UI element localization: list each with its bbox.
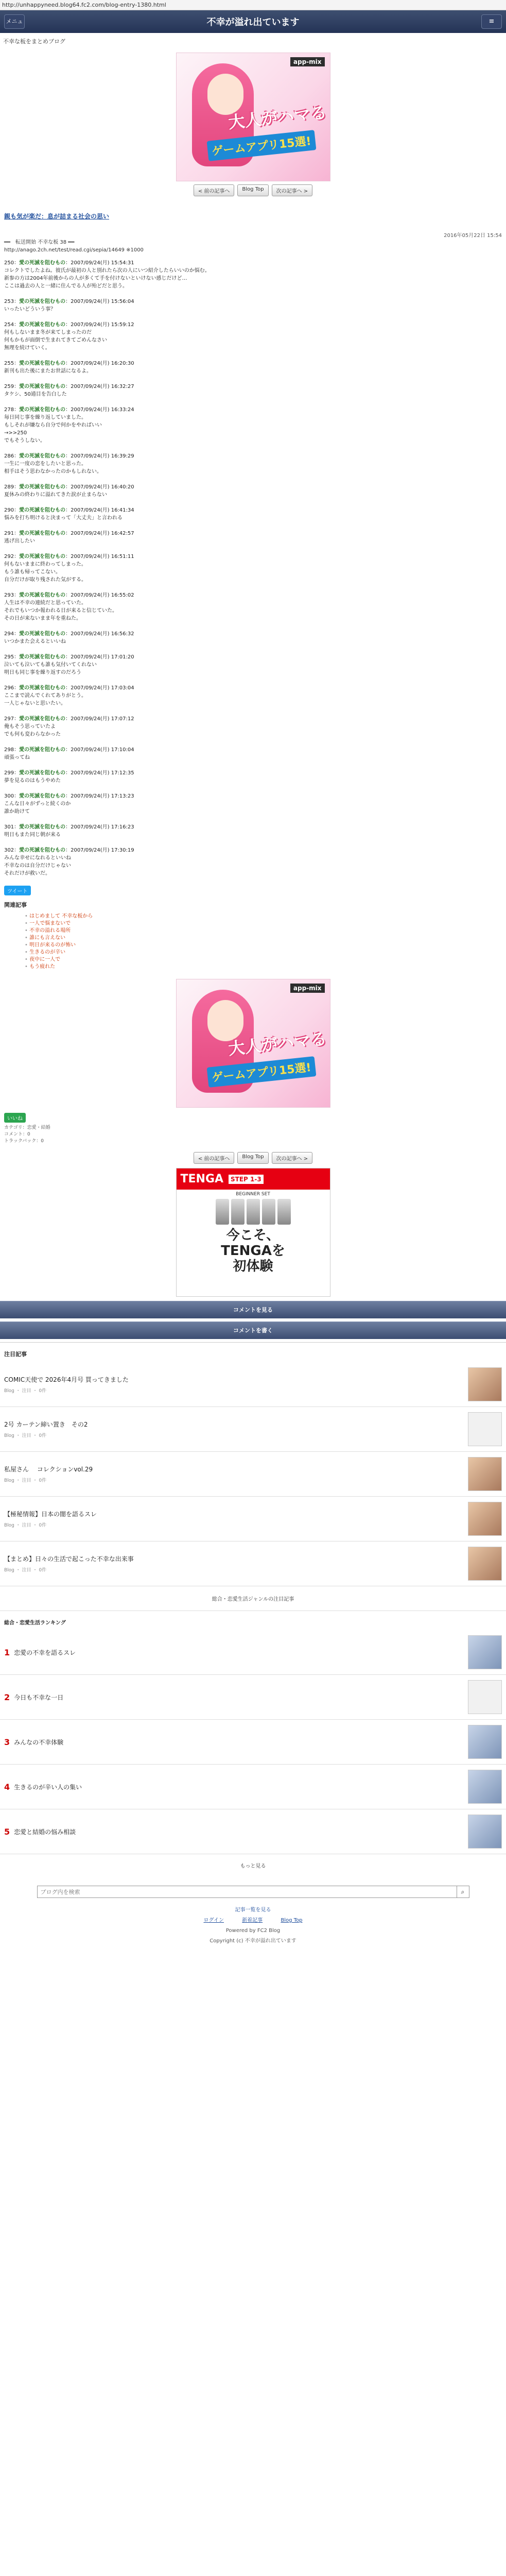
post-number: 294： — [4, 631, 20, 637]
search-icon[interactable]: ⌕ — [457, 1886, 469, 1897]
notable-source: Blog ・ 注目 ・ 0件 — [4, 1388, 47, 1394]
post-timestamp: ：2007/09/24(月) 16:33:24 — [65, 407, 134, 413]
tenga-products — [179, 1199, 328, 1225]
post-timestamp: ：2007/09/24(月) 17:01:20 — [65, 654, 134, 660]
related-item[interactable]: • 一人で悩まないで — [25, 920, 502, 927]
post-line: 夏休みの終わりに溢れてきた涙が止まらない — [4, 492, 107, 498]
notable-item[interactable] — [0, 1452, 506, 1497]
post-author: 愛の死滅を阻むもの — [19, 716, 66, 722]
post-author: 愛の死滅を阻むもの — [19, 407, 66, 413]
post-number: 250： — [4, 260, 20, 266]
notable-list — [0, 1362, 506, 1586]
article-date: 2016年05月22日 15:54 — [444, 233, 502, 239]
notable-thumbnail — [468, 1367, 502, 1401]
post-line: 毎日同じ事を繰り返していました。 — [4, 415, 86, 420]
notable-text — [4, 1375, 468, 1394]
next-article-button[interactable]: 次の記事へ > — [272, 184, 313, 196]
url-bar[interactable]: http://unhappyneed.blog64.fc2.com/blog-entry-1380.html — [0, 0, 506, 10]
ad-headline: 大人がハマる — [227, 103, 328, 132]
tenga-msg-line: 初体験 — [233, 1259, 273, 1274]
article-nav-bottom — [0, 1152, 506, 1164]
post-line: 新参の方は2004年前後からの人が多くて手を付けないといけない感じだけど… — [4, 276, 187, 281]
ranking-heading: 総合・恋愛生活ランキング — [4, 1620, 66, 1626]
related-item[interactable]: • 誰にも言えない — [25, 935, 502, 942]
article-meta — [0, 239, 506, 254]
notable-text — [4, 1420, 468, 1438]
post-author: 愛の死滅を阻むもの — [19, 531, 66, 536]
post-line: 悩みを打ち明けると決まって「大丈夫」と言われる — [4, 515, 123, 521]
post-number: 254： — [4, 322, 20, 328]
category-line: トラックバック：0 — [4, 1139, 44, 1144]
new-articles-link[interactable]: 新着記事 — [242, 1918, 263, 1923]
post-author: 愛の死滅を阻むもの — [19, 848, 66, 853]
post-line: 無理を続けていく。 — [4, 345, 50, 351]
post — [0, 452, 506, 476]
post — [0, 715, 506, 738]
post — [0, 259, 506, 290]
rank-number: 5 — [4, 1826, 10, 1837]
rank-title: 恋愛の不幸を語るスレ — [14, 1649, 76, 1656]
notable-text — [4, 1510, 468, 1528]
post-number: 297： — [4, 716, 20, 722]
post-timestamp: ：2007/09/24(月) 16:20:30 — [65, 361, 134, 366]
post-line: 不幸なのは自分だけじゃない — [4, 863, 71, 869]
post-header — [4, 506, 502, 514]
post-line: ここは過去の人と一緒に住んでる人が殆どだと思う。 — [4, 283, 128, 289]
menu-button[interactable]: メニュー — [4, 14, 25, 29]
meta-link[interactable]: http://anago.2ch.net/test/read.cgi/sepia/14649 ※1000 — [4, 247, 144, 253]
post-line: 泣いても泣いても誰も気付いてくれない — [4, 662, 97, 668]
meta-line: ━━ 転送開始 不幸な板 38 ━━ — [4, 240, 75, 245]
post-timestamp: ：2007/09/24(月) 16:40:20 — [65, 484, 134, 490]
post-line: 人生は不幸の連続だと思っていた。 — [4, 600, 86, 606]
notable-title: COMIC天使で 2026年4月号 買ってきました — [4, 1376, 129, 1383]
notable-item[interactable] — [0, 1541, 506, 1586]
post — [0, 383, 506, 398]
related-articles — [0, 895, 506, 976]
search-input[interactable] — [38, 1886, 457, 1897]
notable-text — [4, 1465, 468, 1483]
post — [0, 321, 506, 352]
category-line: コメント：0 — [4, 1132, 30, 1137]
post — [0, 823, 506, 839]
post-author: 愛の死滅を阻むもの — [19, 322, 66, 328]
post-line: 明日もまた同じ朝が来る — [4, 832, 61, 838]
post-number: 291： — [4, 531, 20, 536]
hamburger-icon[interactable]: ≡ — [481, 14, 502, 29]
post — [0, 769, 506, 785]
post-timestamp: ：2007/09/24(月) 17:12:35 — [65, 770, 134, 776]
notable-source: Blog ・ 注目 ・ 0件 — [4, 1568, 47, 1573]
tenga-message — [177, 1228, 330, 1274]
ad-headline: 大人がハマる — [227, 1029, 328, 1059]
rank-title: 生きるのが辛い人の集い — [14, 1783, 82, 1791]
post-number: 289： — [4, 484, 20, 490]
post-author: 愛の死滅を阻むもの — [19, 685, 66, 691]
post-author: 愛の死滅を阻むもの — [19, 484, 66, 490]
post — [0, 506, 506, 522]
related-item[interactable]: • 明日が来るのが怖い — [25, 942, 502, 949]
post-line: 何もかもが面倒で生まれてきてごめんなさい — [4, 337, 107, 343]
related-item[interactable]: • 夜中に一人で — [25, 956, 502, 963]
post-number: 295： — [4, 654, 20, 660]
related-list — [4, 913, 502, 971]
post — [0, 298, 506, 313]
post-number: 293： — [4, 592, 20, 598]
post-line: 一人じゃないと思いたい。 — [4, 701, 66, 706]
post-line: ここまで読んでくれてありがとう。 — [4, 693, 86, 699]
post — [0, 483, 506, 499]
post-line: 明日も同じ事を繰り返すのだろう — [4, 670, 81, 675]
post-header — [4, 360, 502, 367]
post-line: 逃げ出したい — [4, 538, 35, 544]
post-number: 255： — [4, 361, 20, 366]
site-title: 不幸が溢れ出ています — [206, 17, 300, 28]
post-author: 愛の死滅を阻むもの — [19, 592, 66, 598]
post — [0, 360, 506, 375]
post-number: 253： — [4, 299, 20, 304]
post-line: 一生に一度の恋をしたいと思った。 — [4, 461, 86, 467]
post-line: もしそれが嫌なら自分で何かをやればいい — [4, 422, 102, 428]
notable-heading: 注目記事 — [0, 1342, 506, 1362]
product-image — [262, 1199, 275, 1225]
footer-links — [0, 1916, 506, 1926]
ranking-item[interactable] — [0, 1675, 506, 1720]
footer — [0, 1905, 506, 1954]
notable-title: 【まとめ】日々の生活で起こった不幸な出来事 — [4, 1555, 134, 1563]
rank-thumbnail — [468, 1725, 502, 1759]
ad-subheadline: ゲームアプリ15選! — [206, 1056, 316, 1088]
rank-thumbnail — [468, 1815, 502, 1849]
post-header — [4, 846, 502, 854]
post-header — [4, 653, 502, 661]
post-header — [4, 823, 502, 831]
post-number: 301： — [4, 824, 20, 830]
post — [0, 530, 506, 545]
tenga-step: STEP 1-3 — [229, 1175, 264, 1184]
post-timestamp: ：2007/09/24(月) 17:30:19 — [65, 848, 134, 853]
rank-number: 4 — [4, 1782, 10, 1792]
notable-text — [4, 1554, 468, 1573]
ad-banner-tenga[interactable] — [176, 1168, 330, 1297]
notable-thumbnail — [468, 1502, 502, 1536]
post-line: でも何も変わらなかった — [4, 732, 61, 737]
post-author: 愛の死滅を阻むもの — [19, 793, 66, 799]
post-header — [4, 746, 502, 754]
post-number: 292： — [4, 554, 20, 560]
ranking-item[interactable] — [0, 1765, 506, 1809]
ad-logo: app-mix — [290, 57, 325, 66]
post-number: 296： — [4, 685, 20, 691]
site-subtitle: 不幸な板をまとめブログ — [3, 38, 65, 45]
category-line: カテゴリ：恋愛・結婚 — [4, 1125, 50, 1130]
post-line: その日が来ないまま年を重ねた。 — [4, 616, 81, 621]
blog-top-button[interactable]: Blog Top — [237, 184, 268, 196]
related-item[interactable]: • はじめまして 不幸な板から — [25, 913, 502, 920]
related-item[interactable]: • もう疲れた — [25, 963, 502, 971]
post-number: 300： — [4, 793, 20, 799]
post — [0, 630, 506, 646]
post-header — [4, 321, 502, 329]
post-line: 新刊も出た後にまたお世話になるよ。 — [4, 368, 92, 374]
post — [0, 792, 506, 816]
ranking-list — [0, 1630, 506, 1854]
post-header — [4, 553, 502, 561]
post — [0, 653, 506, 676]
related-item[interactable]: • 不幸の溢れる場所 — [25, 927, 502, 935]
post-author: 愛の死滅を阻むもの — [19, 384, 66, 389]
post — [0, 553, 506, 584]
product-image — [277, 1199, 291, 1225]
ad-logo: app-mix — [290, 984, 325, 993]
post-timestamp: ：2007/09/24(月) 16:41:34 — [65, 507, 134, 513]
post-author: 愛の死滅を阻むもの — [19, 299, 66, 304]
post-timestamp: ：2007/09/24(月) 16:32:27 — [65, 384, 134, 389]
rank-number: 2 — [4, 1692, 10, 1702]
view-comments-button[interactable]: コメントを見る — [0, 1301, 506, 1318]
post-timestamp: ：2007/09/24(月) 17:16:23 — [65, 824, 134, 830]
ranking-item[interactable] — [0, 1630, 506, 1675]
post-timestamp: ：2007/09/24(月) 16:55:02 — [65, 592, 134, 598]
notable-title: 2号 カーテン締い置き その2 — [4, 1421, 88, 1428]
post-timestamp: ：2007/09/24(月) 16:56:32 — [65, 631, 134, 637]
post-timestamp: ：2007/09/24(月) 16:51:11 — [65, 554, 134, 560]
post-header — [4, 530, 502, 537]
like-button[interactable]: いいね — [4, 1113, 26, 1123]
ad-subheadline: ゲームアプリ15選! — [206, 130, 316, 161]
login-link[interactable]: ログイン — [203, 1918, 224, 1923]
post-author: 愛の死滅を阻むもの — [19, 554, 66, 560]
post-line: 頑張ってね — [4, 755, 30, 760]
post-author: 愛の死滅を阻むもの — [19, 453, 66, 459]
post-line: 夢を見るのはもうやめた — [4, 778, 61, 784]
post-timestamp: ：2007/09/24(月) 17:10:04 — [65, 747, 134, 753]
ad-banner-game-2[interactable] — [176, 979, 330, 1108]
tenga-subtitle: BEGINNER SET — [236, 1192, 270, 1197]
post-header — [4, 630, 502, 638]
post-author: 愛の死滅を阻むもの — [19, 260, 66, 266]
post-line: それでもいつか報われる日が来ると信じていた。 — [4, 608, 117, 614]
prev-article-button[interactable]: < 前の記事へ — [194, 184, 235, 196]
notable-source: Blog ・ 注目 ・ 0件 — [4, 1523, 47, 1528]
category-info — [0, 1125, 506, 1145]
rank-thumbnail — [468, 1770, 502, 1804]
next-article-button[interactable]: 次の記事へ > — [272, 1152, 313, 1164]
notable-source: Blog ・ 注目 ・ 0件 — [4, 1478, 47, 1483]
all-articles-link[interactable]: 記事一覧を見る — [235, 1907, 271, 1913]
post-number: 259： — [4, 384, 20, 389]
post-timestamp: ：2007/09/24(月) 16:39:29 — [65, 453, 134, 459]
post-line: 何もしないまま冬が来てしまったのだ — [4, 330, 92, 335]
powered-by: Powered by FC2 Blog — [225, 1928, 281, 1934]
product-image — [247, 1199, 260, 1225]
write-comment-button[interactable]: コメントを書く — [0, 1321, 506, 1339]
post-timestamp: ：2007/09/24(月) 17:07:12 — [65, 716, 134, 722]
tweet-button[interactable]: ツイート — [4, 886, 31, 895]
genre-notable-link[interactable]: 総合・恋愛生活ジャンルの注目記事 — [0, 1586, 506, 1611]
post-timestamp: ：2007/09/24(月) 17:03:04 — [65, 685, 134, 691]
post-line: 誰か助けて — [4, 809, 30, 815]
post-line: 自分だけが取り残された気がする。 — [4, 577, 86, 583]
post-number: 299： — [4, 770, 20, 776]
product-image — [231, 1199, 245, 1225]
notable-item[interactable] — [0, 1407, 506, 1452]
rank-number: 3 — [4, 1737, 10, 1747]
blog-top-link[interactable]: Blog Top — [281, 1918, 303, 1923]
notable-source: Blog ・ 注目 ・ 0件 — [4, 1433, 47, 1438]
post-header — [4, 406, 502, 414]
post-header — [4, 483, 502, 491]
notable-item[interactable] — [0, 1362, 506, 1407]
rank-title: みんなの不幸体験 — [14, 1738, 64, 1746]
post-line: 俺もそう思っていたよ — [4, 724, 56, 730]
product-image — [216, 1199, 229, 1225]
post-header — [4, 259, 502, 267]
tenga-msg-line: 今こそ、 — [226, 1228, 280, 1243]
tenga-brand: TENGA — [180, 1173, 224, 1185]
post-header — [4, 769, 502, 777]
rank-thumbnail — [468, 1635, 502, 1669]
post-header — [4, 715, 502, 723]
post-line: →>>250 — [4, 430, 27, 436]
post-line: タケシ、50通目を告白した — [4, 392, 67, 397]
post-line: それだけが救いだ。 — [4, 871, 50, 876]
notable-title: 【極秘情報】日本の闇を語るスレ — [4, 1511, 97, 1518]
notable-thumbnail — [468, 1412, 502, 1446]
post-author: 愛の死滅を阻むもの — [19, 770, 66, 776]
post — [0, 746, 506, 761]
post-author: 愛の死滅を阻むもの — [19, 631, 66, 637]
rank-thumbnail — [468, 1680, 502, 1714]
post-timestamp: ：2007/09/24(月) 15:59:12 — [65, 322, 134, 328]
copyright: Copyright (c) 不幸が溢れ出ています — [210, 1938, 296, 1944]
post-header — [4, 298, 502, 306]
rank-number: 1 — [4, 1647, 10, 1657]
post-number: 298： — [4, 747, 20, 753]
post-author: 愛の死滅を阻むもの — [19, 747, 66, 753]
blog-top-button[interactable]: Blog Top — [237, 1152, 268, 1164]
post-header — [4, 452, 502, 460]
post-line: みんな幸せになれるといいね — [4, 855, 71, 861]
rank-title: 恋愛と結婚の悩み相談 — [14, 1828, 76, 1836]
notable-title: 私屋さん コレクションvol.29 — [4, 1466, 93, 1473]
post-header — [4, 383, 502, 391]
notable-item[interactable] — [0, 1497, 506, 1541]
post-line: 相手はそう思わなかったのかもしれない。 — [4, 469, 102, 474]
article-nav — [0, 184, 506, 196]
post-author: 愛の死滅を阻むもの — [19, 824, 66, 830]
post-author: 愛の死滅を阻むもの — [19, 654, 66, 660]
post-timestamp: ：2007/09/24(月) 15:56:04 — [65, 299, 134, 304]
post-timestamp: ：2007/09/24(月) 17:13:23 — [65, 793, 134, 799]
ranking-item[interactable] — [0, 1720, 506, 1765]
prev-article-button[interactable]: < 前の記事へ — [194, 1152, 235, 1164]
post-number: 278： — [4, 407, 20, 413]
rank-title: 今日も不幸な一日 — [14, 1693, 64, 1701]
post-list — [0, 259, 506, 877]
more-button[interactable]: もっと見る — [240, 1863, 266, 1869]
notable-thumbnail — [468, 1547, 502, 1581]
post-line: でもそうしない。 — [4, 438, 45, 444]
article-title[interactable]: 親も気が楽だ：息が詰まる社会の思い — [4, 213, 110, 220]
post-author: 愛の死滅を阻むもの — [19, 361, 66, 366]
notable-thumbnail — [468, 1457, 502, 1491]
post-number: 290： — [4, 507, 20, 513]
post-line: こんな日々がずっと続くのか — [4, 801, 71, 807]
post-number: 286： — [4, 453, 20, 459]
post — [0, 591, 506, 622]
post-timestamp: ：2007/09/24(月) 15:54:31 — [65, 260, 134, 266]
post — [0, 684, 506, 707]
post-header — [4, 591, 502, 599]
tenga-msg-line: TENGAを — [221, 1243, 285, 1259]
post-line: もう誰も帰ってこない。 — [4, 569, 61, 575]
post-author: 愛の死滅を阻むもの — [19, 507, 66, 513]
ad-banner-game[interactable] — [176, 53, 330, 181]
post-line: いったいどういう事？ — [4, 307, 56, 312]
post-line: 何もないままに終わってしまった。 — [4, 562, 86, 567]
post-number: 302： — [4, 848, 20, 853]
related-heading: 関連記事 — [4, 902, 27, 908]
top-nav — [0, 10, 506, 38]
post-line: コレクトでしたよね。彼氏が最初の人と別れたら次の人にいつ紹介したらいいのか悩む。 — [4, 268, 210, 274]
post-header — [4, 684, 502, 692]
post — [0, 846, 506, 877]
related-item[interactable]: • 生きるのが辛い — [25, 949, 502, 956]
post-timestamp: ：2007/09/24(月) 16:42:57 — [65, 531, 134, 536]
ranking-item[interactable] — [0, 1809, 506, 1854]
tenga-header — [177, 1168, 330, 1190]
post-header — [4, 792, 502, 800]
post-line: いつかまた会えるといいね — [4, 639, 66, 645]
search-box — [37, 1886, 469, 1898]
post — [0, 406, 506, 445]
